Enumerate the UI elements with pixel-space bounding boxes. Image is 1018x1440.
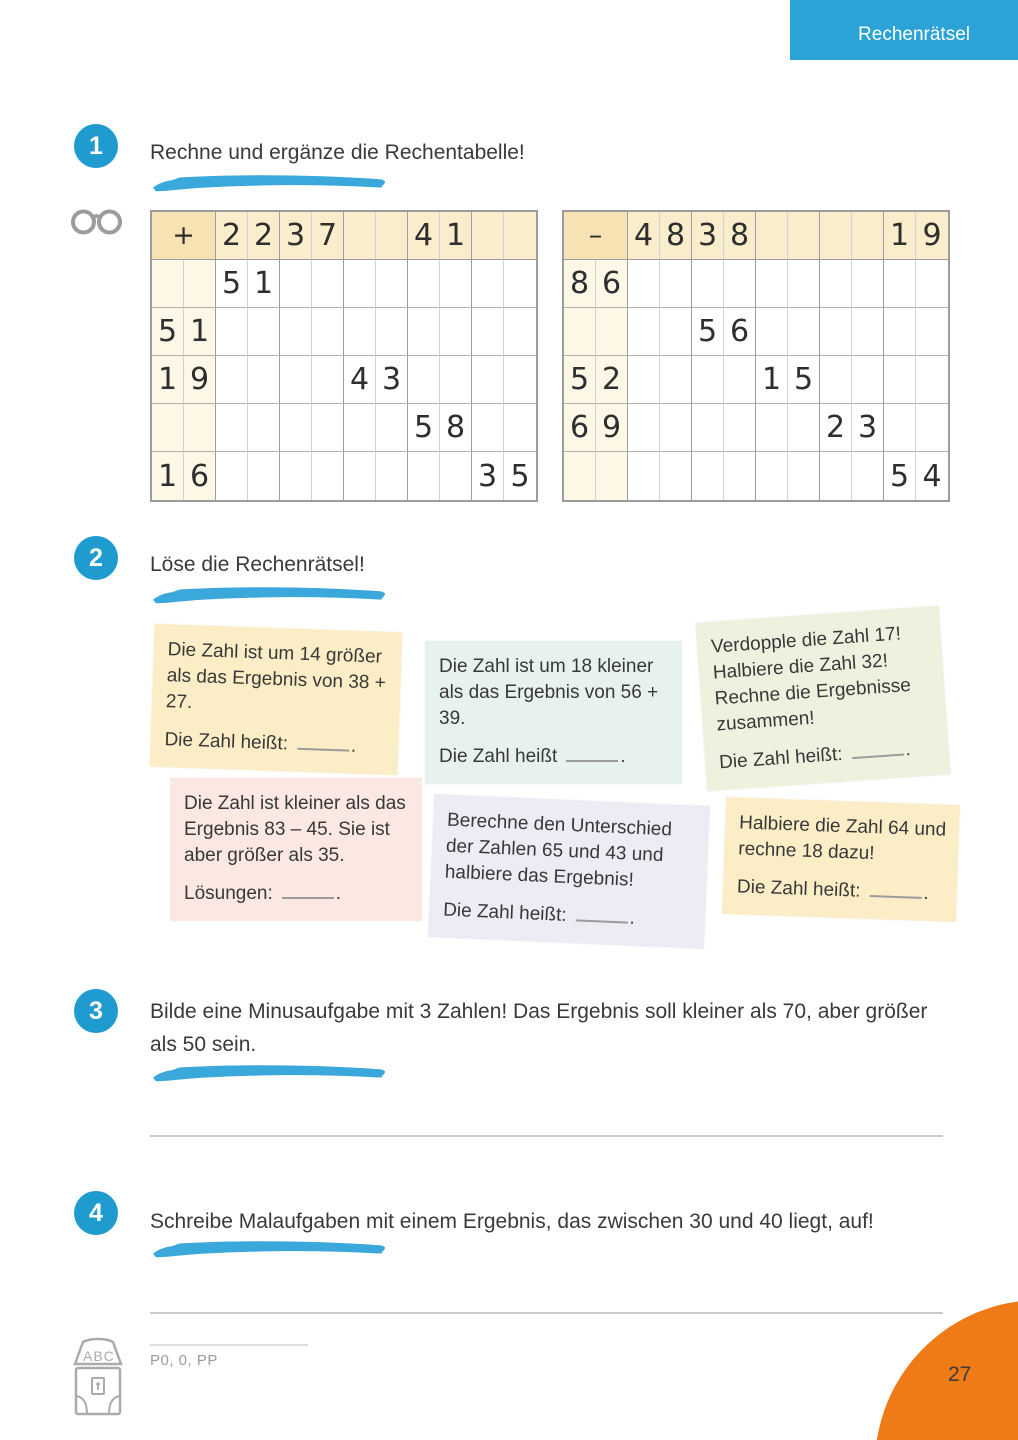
addition-table-cell-r5c10: 3	[472, 452, 504, 500]
subtraction-table-cell-r1c10	[884, 260, 916, 308]
addition-table-cell-r1c6	[344, 260, 376, 308]
subtraction-table-cell-r0c7	[788, 212, 820, 260]
addition-table-cell-r2c8	[408, 308, 440, 356]
addition-table-cell-r2c4	[280, 308, 312, 356]
marker-underline-icon	[150, 1238, 388, 1260]
subtraction-table-cell-r3c7: 5	[788, 356, 820, 404]
addition-table-cell-r3c5	[312, 356, 344, 404]
addition-table-cell-r5c6	[344, 452, 376, 500]
addition-table-cell-r0c5: 7	[312, 212, 344, 260]
addition-table-cell-r5c8	[408, 452, 440, 500]
subtraction-table-cell-r5c4	[692, 452, 724, 500]
subtraction-table-cell-r2c0	[564, 308, 596, 356]
addition-table-cell-r3c3	[248, 356, 280, 404]
subtraction-table-cell-r5c11: 4	[916, 452, 948, 500]
addition-table-cell-r3c9	[440, 356, 472, 404]
addition-table-cell-r0c10	[472, 212, 504, 260]
subtraction-table-cell-r3c3	[660, 356, 692, 404]
sticky-note-4	[170, 778, 422, 921]
subtraction-table-cell-r2c6	[756, 308, 788, 356]
sticky-note-2	[425, 641, 682, 784]
addition-table-cell-r0c3: 2	[248, 212, 280, 260]
sticky-note-5	[428, 794, 710, 949]
note-2-answer-period: .	[620, 746, 626, 767]
note-5-answer-period: .	[629, 907, 636, 929]
addition-table-cell-r0c4: 3	[280, 212, 312, 260]
addition-table-cell-r1c5	[312, 260, 344, 308]
subtraction-table-cell-r4c9: 3	[852, 404, 884, 452]
task-2-number: 2	[89, 543, 103, 572]
task-1-badge	[74, 124, 118, 168]
subtraction-table-cell-r3c4	[692, 356, 724, 404]
addition-table-cell-r1c7	[376, 260, 408, 308]
subtraction-table-cell-r2c2	[628, 308, 660, 356]
note-4-answer-label: Lösungen:	[184, 883, 273, 904]
addition-table-cell-r1c0	[152, 260, 184, 308]
subtraction-table-cell-r3c10	[884, 356, 916, 404]
subtraction-table-cell-r1c9	[852, 260, 884, 308]
subtraction-table-cell-r5c3	[660, 452, 692, 500]
sticky-note-6	[722, 797, 960, 922]
addition-table-cell-r5c5	[312, 452, 344, 500]
note-4-text: Die Zahl ist kleiner als das Ergebnis 83 – 45. Sie ist aber größer als 35.	[184, 793, 406, 866]
task-4-title: Schreibe Malaufgaben mit einem Ergebnis, das zwischen 30 und 40 liegt, auf!	[150, 1210, 874, 1233]
task-2-badge	[74, 536, 118, 580]
subtraction-table-cell-r5c2	[628, 452, 660, 500]
note-4-answer-blank	[282, 885, 334, 899]
footer-divider	[150, 1344, 308, 1346]
marker-underline-icon	[150, 584, 388, 606]
subtraction-table-cell-r4c6	[756, 404, 788, 452]
subtraction-table-cell-r5c9	[852, 452, 884, 500]
addition-table-cell-r5c7	[376, 452, 408, 500]
addition-table-cell-r1c2: 5	[216, 260, 248, 308]
subtraction-table-cell-r1c11	[916, 260, 948, 308]
addition-table-cell-r5c2	[216, 452, 248, 500]
note-5-answer-label: Die Zahl heißt:	[442, 899, 568, 926]
subtraction-table-cell-r4c11	[916, 404, 948, 452]
addition-table-cell-r4c6	[344, 404, 376, 452]
addition-table-cell-r2c0: 5	[152, 308, 184, 356]
addition-table-cell-r2c7	[376, 308, 408, 356]
addition-table-cell-r2c2	[216, 308, 248, 356]
marker-underline-icon	[150, 1062, 388, 1084]
addition-table-cell-r2c11	[504, 308, 536, 356]
addition-table-cell-r5c1: 6	[184, 452, 216, 500]
subtraction-table-cell-r0c11: 9	[916, 212, 948, 260]
addition-table-cell-r5c9	[440, 452, 472, 500]
subtraction-table-cell-r1c4	[692, 260, 724, 308]
addition-table-cell-r2c5	[312, 308, 344, 356]
sticky-note-1	[150, 624, 403, 776]
note-5-answer-row	[443, 898, 694, 935]
subtraction-table	[562, 210, 950, 502]
subtraction-table-cell-r2c7	[788, 308, 820, 356]
subtraction-table-cell-r5c5	[724, 452, 756, 500]
subtraction-table-cell-r4c5	[724, 404, 756, 452]
note-6-answer-blank	[869, 883, 921, 899]
subtraction-table-cell-r5c7	[788, 452, 820, 500]
addition-table-cell-r3c10	[472, 356, 504, 404]
addition-table-cell-r2c3	[248, 308, 280, 356]
svg-text:ABC: ABC	[83, 1348, 115, 1364]
addition-table-cell-r0c11	[504, 212, 536, 260]
subtraction-table-cell-r1c5	[724, 260, 756, 308]
addition-table-cell-r3c2	[216, 356, 248, 404]
note-1-answer-blank	[297, 736, 349, 752]
addition-table-cell-r0c8: 4	[408, 212, 440, 260]
subtraction-table-cell-r3c6: 1	[756, 356, 788, 404]
addition-table-cell-r2c10	[472, 308, 504, 356]
subtraction-table-cell-r3c11	[916, 356, 948, 404]
task-3-number: 3	[89, 996, 103, 1025]
addition-table-cell-r4c9: 8	[440, 404, 472, 452]
task-2-title: Löse die Rechenrätsel!	[150, 553, 365, 576]
note-6-text: Halbiere die Zahl 64 und rechne 18 dazu!	[737, 812, 947, 865]
addition-table-cell-r4c7	[376, 404, 408, 452]
task-3-badge	[74, 989, 118, 1033]
subtraction-table-cell-r4c4	[692, 404, 724, 452]
addition-table-cell-r4c5	[312, 404, 344, 452]
subtraction-table-cell-r4c1: 9	[596, 404, 628, 452]
addition-table-cell-r0c2: 2	[216, 212, 248, 260]
note-6-answer-row	[737, 874, 946, 907]
subtraction-table-cell-r5c0	[564, 452, 596, 500]
subtraction-table-cell-r0c3: 8	[660, 212, 692, 260]
subtraction-table-cell-r5c10: 5	[884, 452, 916, 500]
addition-table-cell-r3c7: 3	[376, 356, 408, 404]
subtraction-table-cell-r0c8	[820, 212, 852, 260]
task-3-title: Bilde eine Minusaufgabe mit 3 Zahlen! Das Ergebnis soll kleiner als 70, aber größer als 50 sein.	[150, 1000, 928, 1056]
addition-table-cell-r1c8	[408, 260, 440, 308]
subtraction-table-cell-r1c2	[628, 260, 660, 308]
addition-table-cell-r1c1	[184, 260, 216, 308]
addition-table-cell-r0c6	[344, 212, 376, 260]
addition-table-cell-r1c3: 1	[248, 260, 280, 308]
subtraction-table-cell-r3c2	[628, 356, 660, 404]
addition-table-cell-r4c4	[280, 404, 312, 452]
note-3-answer-blank	[851, 742, 904, 760]
subtraction-table-cell-r5c8	[820, 452, 852, 500]
addition-table-cell-r1c11	[504, 260, 536, 308]
note-6-answer-period: .	[923, 882, 930, 905]
subtraction-table-cell-r1c7	[788, 260, 820, 308]
marker-underline-icon	[150, 172, 388, 194]
addition-table-cell-r3c4	[280, 356, 312, 404]
subtraction-table-cell-r2c10	[884, 308, 916, 356]
subtraction-table-cell-r0c4: 3	[692, 212, 724, 260]
note-3-answer-period: .	[904, 739, 912, 761]
subtraction-table-cell-r0c10: 1	[884, 212, 916, 260]
note-2-answer-label: Die Zahl heißt	[439, 746, 558, 767]
page-number-circle	[875, 1300, 1018, 1440]
sticky-note-3	[695, 606, 950, 792]
subtraction-table-cell-r2c8	[820, 308, 852, 356]
subtraction-table-cell-r1c1: 6	[596, 260, 628, 308]
treasure-chest-icon	[70, 1334, 126, 1420]
addition-table-cell-r5c4	[280, 452, 312, 500]
subtraction-table-cell-r0c6	[756, 212, 788, 260]
addition-table-cell-r3c0: 1	[152, 356, 184, 404]
note-3-text: Verdopple die Zahl 17! Halbiere die Zahl 32! Rechne die Ergebnisse zusammen!	[710, 623, 912, 736]
subtraction-table-cell-r2c9	[852, 308, 884, 356]
addition-table-cell-r0c7	[376, 212, 408, 260]
addition-table-cell-r4c1	[184, 404, 216, 452]
task-4-answer-line	[150, 1312, 943, 1314]
subtraction-table-cell-r1c0: 8	[564, 260, 596, 308]
task-1-title: Rechne und ergänze die Rechentabelle!	[150, 141, 525, 164]
addition-table-cell-r3c6: 4	[344, 356, 376, 404]
task-3-answer-line	[150, 1135, 943, 1137]
subtraction-table-cell-r4c7	[788, 404, 820, 452]
note-5-answer-blank	[575, 907, 628, 923]
note-2-text: Die Zahl ist um 18 kleiner als das Ergebnis von 56 + 39.	[439, 656, 659, 729]
subtraction-table-cell-r2c1	[596, 308, 628, 356]
task-4-number: 4	[89, 1198, 103, 1227]
addition-table-cell-r5c11: 5	[504, 452, 536, 500]
note-6-answer-label: Die Zahl heißt:	[736, 876, 861, 902]
addition-table-cell-r5c0: 1	[152, 452, 184, 500]
subtraction-table-cell-r3c9	[852, 356, 884, 404]
note-3-answer-label: Die Zahl heißt:	[718, 743, 844, 774]
addition-table-cell-r2c9	[440, 308, 472, 356]
addition-table-cell-r4c8: 5	[408, 404, 440, 452]
addition-table-cell-r5c3	[248, 452, 280, 500]
subtraction-table-cell-r4c0: 6	[564, 404, 596, 452]
subtraction-table-cell-r4c3	[660, 404, 692, 452]
footer-code: P0, 0, PP	[150, 1352, 218, 1369]
addition-table-cell-r4c11	[504, 404, 536, 452]
addition-table-cell-r2c6	[344, 308, 376, 356]
subtraction-table-cell-r2c3	[660, 308, 692, 356]
note-5-text: Berechne den Unterschied der Zahlen 65 und 43 und halbiere das Ergebnis!	[444, 809, 673, 891]
subtraction-table-cell-r2c4: 5	[692, 308, 724, 356]
addition-table-operator: +	[152, 212, 216, 260]
note-4-answer-row	[184, 881, 410, 907]
note-3-answer-row	[718, 735, 937, 776]
addition-table-cell-r3c11	[504, 356, 536, 404]
note-1-answer-label: Die Zahl heißt:	[164, 729, 289, 755]
subtraction-table-cell-r3c5	[724, 356, 756, 404]
subtraction-table-cell-r5c6	[756, 452, 788, 500]
subtraction-table-cell-r1c6	[756, 260, 788, 308]
subtraction-table-operator: –	[564, 212, 628, 260]
page-header-tab	[790, 0, 1018, 60]
addition-table-cell-r4c2	[216, 404, 248, 452]
addition-table-cell-r4c10	[472, 404, 504, 452]
addition-table	[150, 210, 538, 502]
addition-table-cell-r1c9	[440, 260, 472, 308]
task-4-badge	[74, 1191, 118, 1235]
task-1-number: 1	[89, 131, 103, 160]
note-1-text: Die Zahl ist um 14 größer als das Ergebnis von 38 + 27.	[165, 639, 387, 714]
subtraction-table-cell-r0c9	[852, 212, 884, 260]
subtraction-table-cell-r1c8	[820, 260, 852, 308]
subtraction-table-cell-r5c1	[596, 452, 628, 500]
subtraction-table-cell-r1c3	[660, 260, 692, 308]
subtraction-table-cell-r4c8: 2	[820, 404, 852, 452]
addition-table-cell-r3c1: 9	[184, 356, 216, 404]
subtraction-table-cell-r3c8	[820, 356, 852, 404]
page-number: 27	[948, 1363, 972, 1386]
note-4-answer-period: .	[335, 883, 342, 904]
subtraction-table-cell-r0c5: 8	[724, 212, 756, 260]
addition-table-cell-r2c1: 1	[184, 308, 216, 356]
note-2-answer-blank	[566, 748, 618, 762]
addition-table-cell-r1c10	[472, 260, 504, 308]
addition-table-cell-r3c8	[408, 356, 440, 404]
addition-table-cell-r4c0	[152, 404, 184, 452]
glasses-icon	[70, 202, 124, 238]
addition-table-cell-r0c9: 1	[440, 212, 472, 260]
subtraction-table-cell-r2c11	[916, 308, 948, 356]
subtraction-table-cell-r3c1: 2	[596, 356, 628, 404]
subtraction-table-cell-r4c2	[628, 404, 660, 452]
note-2-answer-row	[439, 744, 670, 770]
note-1-answer-row	[164, 727, 387, 761]
addition-table-cell-r1c4	[280, 260, 312, 308]
subtraction-table-cell-r4c10	[884, 404, 916, 452]
addition-table-cell-r4c3	[248, 404, 280, 452]
page-header-title: Rechenrätsel	[858, 24, 970, 45]
subtraction-table-cell-r2c5: 6	[724, 308, 756, 356]
subtraction-table-cell-r3c0: 5	[564, 356, 596, 404]
note-1-answer-period: .	[350, 735, 357, 757]
subtraction-table-cell-r0c2: 4	[628, 212, 660, 260]
